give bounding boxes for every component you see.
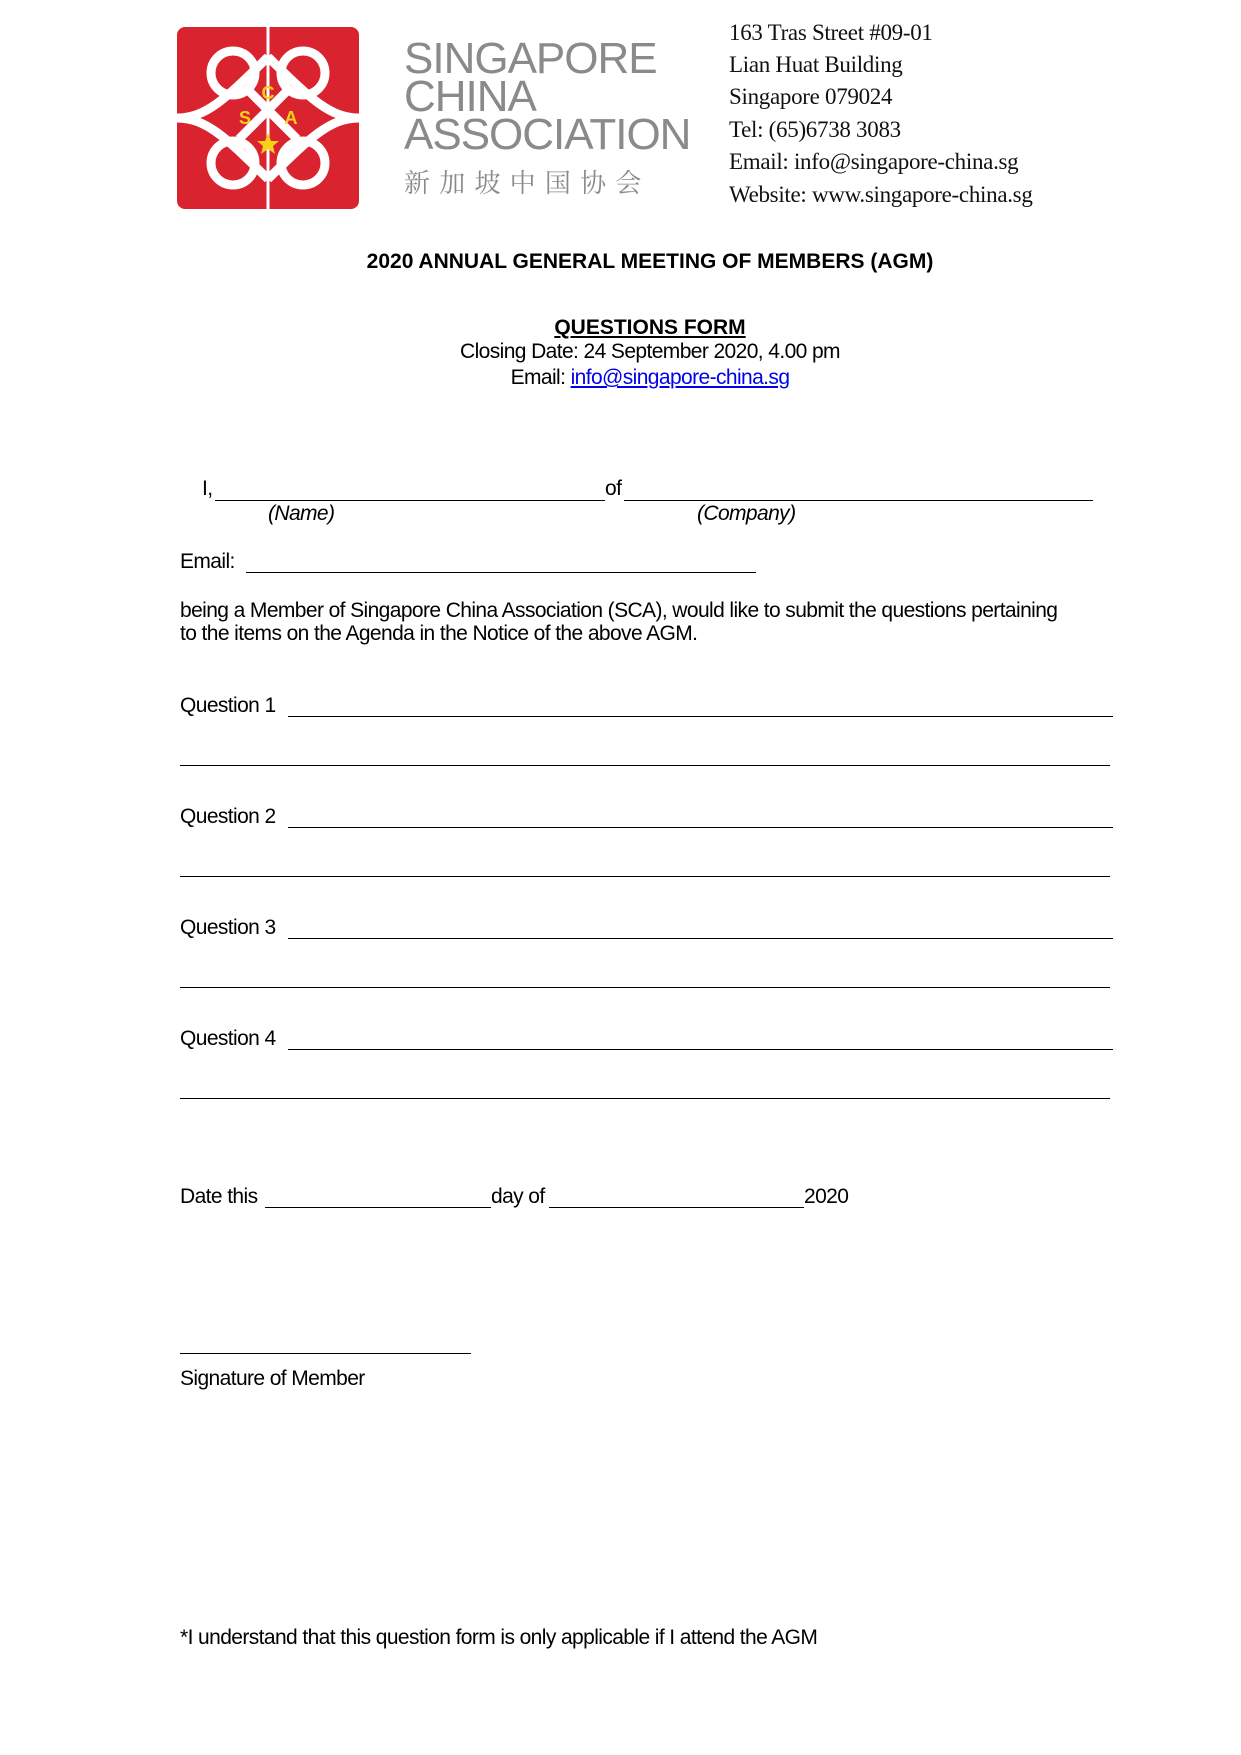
org-name-line: SINGAPORE	[404, 34, 657, 83]
of-label: of	[605, 477, 622, 500]
name-field[interactable]	[215, 500, 605, 501]
address-line: Lian Huat Building	[729, 52, 903, 77]
address-line: Tel: (65)6738 3083	[729, 117, 901, 142]
address-line: Website: www.singapore-china.sg	[729, 182, 1033, 207]
logo-letter-a: A	[284, 108, 298, 128]
question-1-field-line-2[interactable]	[180, 765, 1110, 766]
intro-line: being a Member of Singapore China Association (SCA), would like to submit the questions pertaining	[180, 599, 1058, 622]
question-4-field-line-2[interactable]	[180, 1098, 1110, 1099]
email-link[interactable]: info@singapore-china.sg	[570, 366, 790, 389]
date-middle: day of	[491, 1185, 545, 1208]
company-field[interactable]	[624, 500, 1093, 501]
email-field[interactable]	[246, 572, 756, 573]
signature-field[interactable]	[180, 1353, 471, 1354]
question-2-field[interactable]	[288, 827, 1113, 828]
logo-letter-s: S	[238, 108, 252, 128]
question-1-field[interactable]	[288, 716, 1113, 717]
page-title: 2020 ANNUAL GENERAL MEETING OF MEMBERS (AGM)	[366, 250, 934, 273]
signature-label: Signature of Member	[180, 1367, 365, 1390]
question-3-field[interactable]	[288, 938, 1113, 939]
footnote: *I understand that this question form is only applicable if I attend the AGM	[180, 1626, 818, 1649]
org-name	[404, 34, 691, 159]
sca-logo	[177, 27, 359, 209]
question-2-field-line-2[interactable]	[180, 876, 1110, 877]
contact-email	[0, 366, 1241, 390]
intro-line: to the items on the Agenda in the Notice of the above AGM.	[180, 622, 698, 645]
question-label: Question 3	[180, 916, 276, 939]
question-3-field-line-2[interactable]	[180, 987, 1110, 988]
month-field[interactable]	[549, 1207, 804, 1208]
company-hint: (Company)	[697, 502, 796, 525]
email-label: Email:	[510, 366, 571, 389]
question-label: Question 1	[180, 694, 276, 717]
question-label: Question 2	[180, 805, 276, 828]
org-name-line: ASSOCIATION	[404, 110, 691, 159]
date-suffix: 2020	[804, 1185, 849, 1208]
day-field[interactable]	[265, 1207, 491, 1208]
logo-letter-c: C	[261, 83, 275, 103]
org-name-line: CHINA	[404, 72, 536, 121]
name-hint: (Name)	[268, 502, 335, 525]
question-label: Question 4	[180, 1027, 276, 1050]
address-line: 163 Tras Street #09-01	[729, 20, 933, 45]
address-line: Singapore 079024	[729, 84, 893, 109]
email-field-label: Email:	[180, 550, 235, 573]
closing-date: Closing Date: 24 September 2020, 4.00 pm	[460, 340, 840, 363]
address-line: Email: info@singapore-china.sg	[729, 149, 1019, 174]
question-4-field[interactable]	[288, 1049, 1113, 1050]
i-label: I,	[202, 477, 213, 500]
form-title: QUESTIONS FORM	[554, 316, 746, 339]
org-name-chinese: 新 加 坡 中 国 协 会	[404, 168, 643, 198]
date-prefix: Date this	[180, 1185, 258, 1208]
